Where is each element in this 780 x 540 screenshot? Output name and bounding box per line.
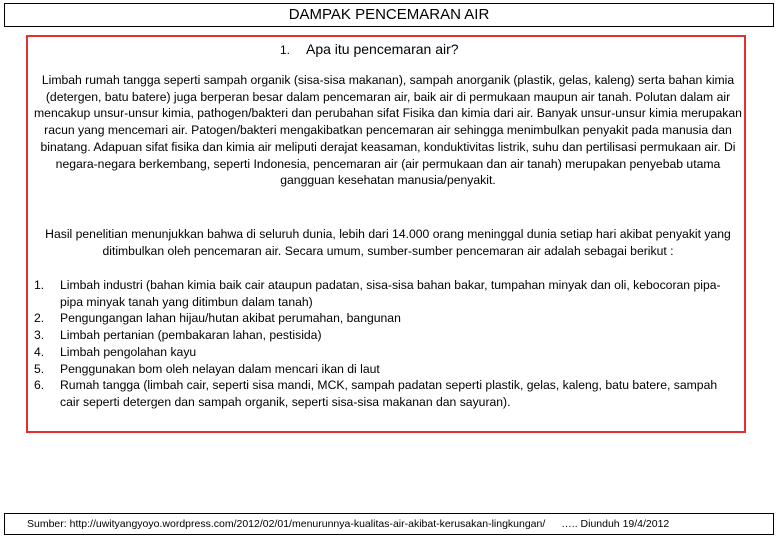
- list-item-text: Pengungangan lahan hijau/hutan akibat perumahan, bangunan: [60, 311, 401, 326]
- source-footer: [4, 513, 774, 535]
- list-item-number: 2.: [34, 311, 45, 326]
- list-item: [34, 377, 734, 410]
- list-item: [34, 327, 734, 344]
- question-text: Apa itu pencemaran air?: [306, 41, 459, 57]
- download-date: ….. Diunduh 19/4/2012: [561, 518, 670, 530]
- paragraph-intro: Limbah rumah tangga seperti sampah organik (sisa-sisa makanan), sampah anorganik (plastik, gelas, kaleng) serta bahan kimia (detergen, batu batere) juga berperan besar dalam pencemaran air, baik air di permukaan maupun air tanah. Polutan dalam air mencakup unsur-unsur kimia, pathogen/bakteri dan perubahan sifat Fisika dan kimia dari air. Banyak unsur-unsur kimia merupakan racun yang mencemari air. Patogen/bakteri mengakibatkan pencemaran air sehingga menimbulkan penyakit pada manusia dan binatang. Adapuan sifat fisika dan kimia air meliputi derajat keasaman, konduktivitas listrik, suhu dan pertilisasi permukaan air. Di negara-negara berkembang, seperti Indonesia, pencemaran air (air permukaan dan air tanah) merupakan penyebab utama gangguan kesehatan manusia/penyakit.: [34, 73, 742, 188]
- list-item-number: 5.: [34, 361, 45, 376]
- paragraph-research: Hasil penelitian menunjukkan bahwa di seluruh dunia, lebih dari 14.000 orang meninggal dunia setiap hari akibat penyakit yang ditimbulkan oleh pencemaran air. Secara umum, sumber-sumber pencemaran air adalah sebagai berikut :: [45, 227, 731, 258]
- question-heading: [280, 40, 459, 59]
- list-item: [34, 361, 734, 378]
- source-citation: Sumber: http://uwityangyoyo.wordpress.com/2012/02/01/menurunnya-kualitas-air-akibat-kerusakan-lingkungan/: [27, 518, 546, 530]
- list-item-number: 3.: [34, 328, 45, 343]
- list-item-text: Penggunakan bom oleh nelayan dalam mencari ikan di laut: [60, 361, 380, 376]
- list-item-text: Limbah industri (bahan kimia baik cair ataupun padatan, sisa-sisa bahan bakar, tumpahan minyak dan oli, kebocoran pipa-pipa minyak tanah yang ditimbun dalam tanah): [60, 278, 721, 309]
- list-item: [34, 310, 734, 327]
- question-number: 1.: [280, 43, 291, 57]
- list-item-number: 6.: [34, 378, 45, 393]
- list-item-number: 1.: [34, 278, 45, 292]
- page-title: DAMPAK PENCEMARAN AIR: [4, 3, 774, 27]
- list-item-text: Rumah tangga (limbah cair, seperti sisa mandi, MCK, sampah padatan seperti plastik, gelas, kaleng, batu batere, sampah cair seperti detergen dan sampah organik, seperti sisa-sisa makanan dan sayuran).: [60, 378, 718, 409]
- list-item: [34, 277, 734, 310]
- list-item: [34, 344, 734, 361]
- pollution-sources-list: [34, 277, 734, 411]
- list-item-text: Limbah pengolahan kayu: [60, 344, 197, 359]
- list-item-number: 4.: [34, 344, 45, 359]
- list-item-text: Limbah pertanian (pembakaran lahan, pestisida): [60, 328, 322, 343]
